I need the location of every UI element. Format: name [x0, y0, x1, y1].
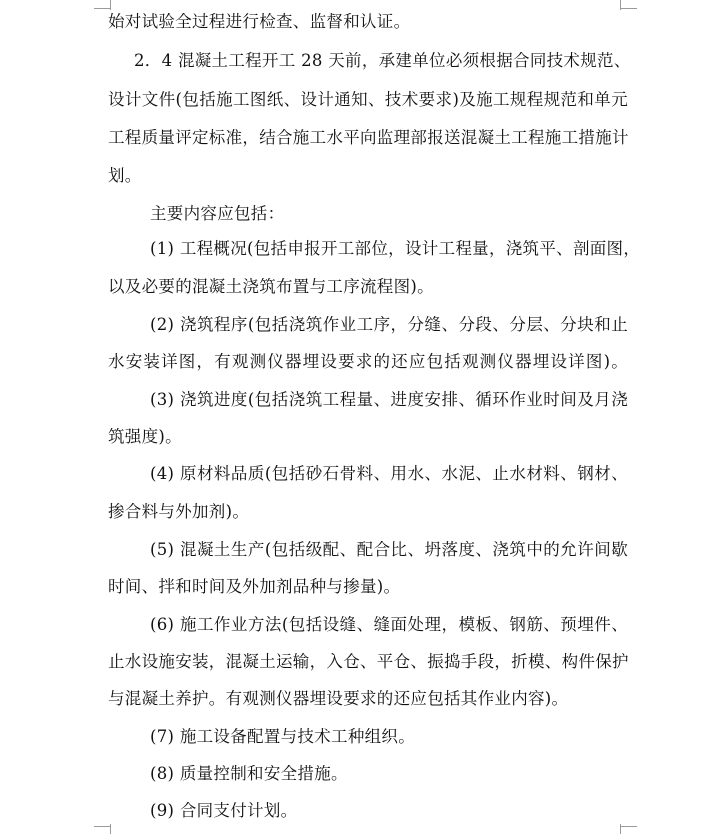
- list-item-line: 止水设施安装，混凝土运输，入仓、平仓、振捣手段，折模、构件保护: [108, 652, 629, 671]
- list-item-line: 水安装详图，有观测仪器埋设要求的还应包括观测仪器埋设详图)。: [108, 352, 628, 371]
- crop-mark-top-right-h: [621, 8, 637, 9]
- contents-intro-line: 主要内容应包括：: [150, 204, 285, 223]
- crop-mark-bottom-right-h: [621, 826, 637, 827]
- list-item-line: 掺合料与外加剂)。: [108, 502, 250, 521]
- list-item-line: (1) 工程概况(包括申报开工部位，设计工程量，浇筑平、剖面图，: [150, 239, 641, 258]
- list-item-line: (6) 施工作业方法(包括设缝、缝面处理，模板、钢筋、预埋件、: [150, 615, 628, 634]
- crop-mark-top-left-h: [94, 8, 110, 9]
- list-item-line: 筑强度)。: [108, 427, 182, 446]
- crop-mark-bottom-left-h: [94, 826, 110, 827]
- list-item-line: (9) 合同支付计划。: [150, 801, 298, 820]
- body-line: 设计文件(包括施工图纸、设计通知、技术要求)及施工规程规范和单元: [108, 90, 628, 109]
- list-item-line: (4) 原材料品质(包括砂石骨料、用水、水泥、止水材料、钢材、: [150, 464, 628, 483]
- list-item-line: 时间、拌和时间及外加剂品种与掺量)。: [108, 577, 401, 596]
- section-heading-line: 2．4 混凝土工程开工 28 天前，承建单位必须根据合同技术规范、: [134, 51, 631, 70]
- body-line: 划。: [108, 166, 142, 185]
- list-item-line: 以及必要的混凝土浇筑布置与工序流程图)。: [108, 277, 434, 296]
- list-item-line: (2) 浇筑程序(包括浇筑作业工序，分缝、分段、分层、分块和止: [150, 315, 628, 334]
- body-line: 工程质量评定标准，结合施工水平向监理部报送混凝土工程施工措施计: [108, 128, 629, 147]
- list-item-line: (8) 质量控制和安全措施。: [150, 764, 348, 783]
- list-item-line: (7) 施工设备配置与技术工种组织。: [150, 727, 416, 746]
- list-item-line: 与混凝土养护。有观测仪器埋设要求的还应包括其作业内容)。: [108, 689, 569, 708]
- list-item-line: (5) 混凝土生产(包括级配、配合比、坍落度、浇筑中的允许间歇: [150, 540, 628, 559]
- list-item-line: (3) 浇筑进度(包括浇筑工程量、进度安排、循环作业时间及月浇: [150, 390, 628, 409]
- body-line: 始对试验全过程进行检查、监督和认证。: [108, 12, 411, 31]
